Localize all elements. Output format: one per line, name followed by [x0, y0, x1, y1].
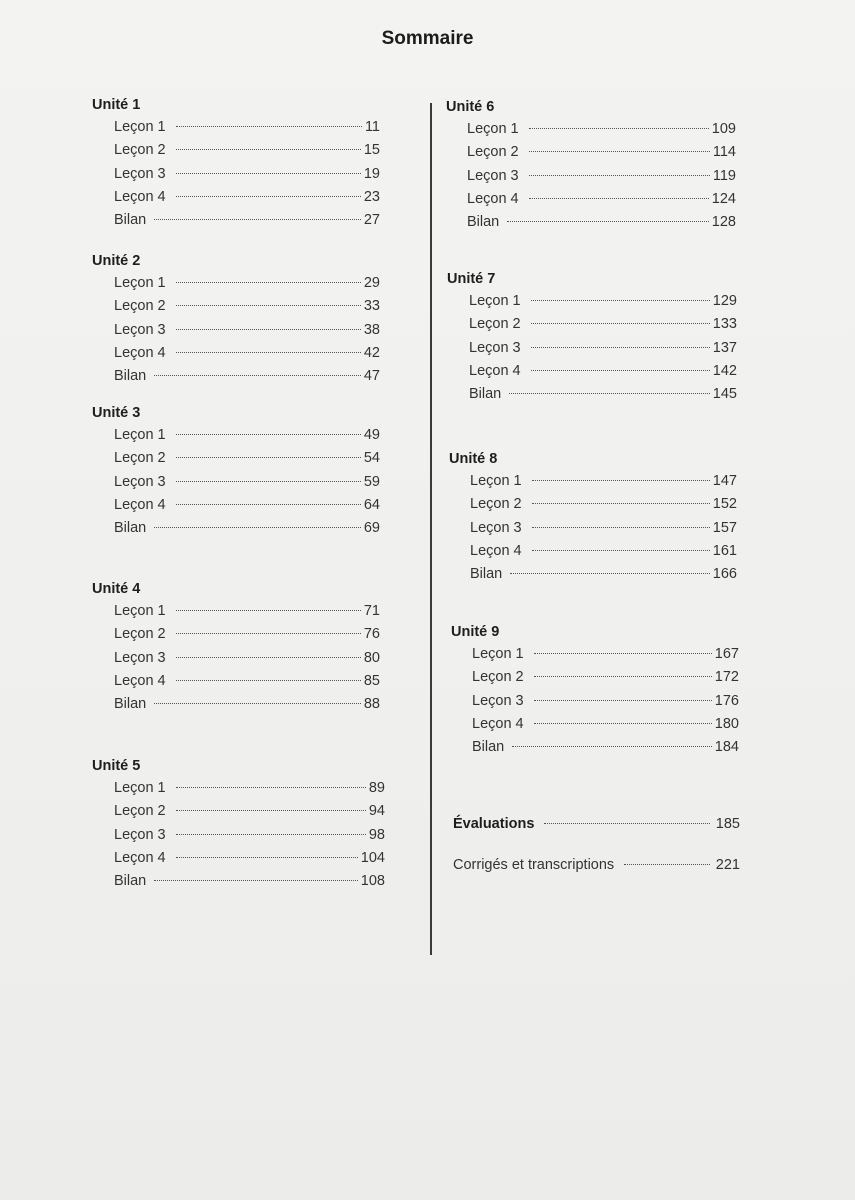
dot-leader: [531, 323, 710, 324]
entry-label: Leçon 2: [469, 316, 521, 333]
entry-page: 109: [711, 121, 736, 137]
unit-5: [92, 755, 385, 893]
entry-page: 76: [363, 626, 380, 643]
entry-page: 33: [363, 298, 380, 315]
dot-leader: [176, 126, 362, 127]
entry-label: Leçon 1: [467, 121, 519, 137]
entry-label: Évaluations: [453, 816, 535, 832]
entry-label: Corrigés et transcriptions: [453, 857, 615, 873]
dot-leader: [512, 746, 712, 747]
dot-leader: [624, 864, 710, 865]
entry-page: 94: [368, 803, 385, 820]
dot-leader: [176, 504, 361, 505]
unit-7: [447, 268, 737, 406]
toc-entry-evaluations[interactable]: [453, 816, 740, 832]
entry-label: Leçon 4: [470, 542, 522, 559]
entry-page: 108: [360, 873, 385, 890]
unit-title: Unité 6: [446, 99, 495, 115]
entry-label: Leçon 1: [114, 780, 166, 796]
toc-entry[interactable]: [114, 800, 385, 823]
entry-page: 42: [363, 344, 380, 361]
dot-leader: [176, 657, 361, 658]
unit-8: [449, 448, 737, 586]
dot-leader: [176, 457, 361, 458]
dot-leader: [531, 347, 710, 348]
toc-entry[interactable]: [469, 337, 737, 360]
dot-leader: [176, 305, 361, 306]
dot-leader: [176, 481, 361, 482]
dot-leader: [529, 151, 710, 152]
dot-leader: [176, 329, 361, 330]
entry-label: Bilan: [472, 739, 505, 756]
toc-entry[interactable]: [472, 666, 739, 689]
entry-page: 49: [363, 427, 380, 443]
entry-page: 161: [712, 542, 737, 559]
entry-label: Leçon 3: [114, 473, 166, 490]
entry-page: 59: [363, 473, 380, 490]
toc-entry-bilan[interactable]: [472, 736, 739, 759]
entry-label: Leçon 2: [114, 803, 166, 820]
entry-label: Bilan: [470, 566, 503, 583]
toc-entry[interactable]: [470, 470, 737, 493]
toc-entry-corriges[interactable]: [453, 857, 740, 873]
entry-page: 29: [363, 275, 380, 291]
dot-leader: [529, 128, 709, 129]
dot-leader: [176, 173, 361, 174]
entry-label: Leçon 2: [114, 142, 166, 159]
entry-label: Bilan: [469, 386, 502, 403]
entry-label: Leçon 2: [114, 298, 166, 315]
entry-page: 129: [712, 293, 737, 309]
entry-label: Leçon 4: [114, 188, 166, 205]
unit-1: [92, 94, 380, 232]
entry-page: 15: [363, 142, 380, 159]
entry-page: 27: [363, 212, 380, 229]
entry-page: 89: [368, 780, 385, 796]
unit-9: [451, 621, 739, 759]
entry-label: Leçon 1: [472, 646, 524, 662]
dot-leader: [176, 352, 361, 353]
toc-entry[interactable]: [114, 295, 380, 318]
entry-page: 172: [714, 669, 739, 686]
entry-label: Leçon 3: [472, 692, 524, 709]
toc-entry[interactable]: [472, 690, 739, 713]
toc-entry[interactable]: [470, 517, 737, 540]
dot-leader: [154, 219, 361, 220]
entry-label: Leçon 3: [114, 826, 166, 843]
unit-3: [92, 402, 380, 540]
toc-entry[interactable]: [114, 447, 380, 470]
dot-leader: [544, 823, 709, 824]
toc-entry[interactable]: [114, 272, 380, 295]
toc-entry[interactable]: [114, 623, 380, 646]
toc-entry[interactable]: [114, 424, 380, 447]
dot-leader: [531, 370, 710, 371]
entry-label: Leçon 3: [114, 321, 166, 338]
dot-leader: [176, 787, 366, 788]
entry-page: 152: [712, 496, 737, 513]
entry-page: 85: [363, 672, 380, 689]
toc-entry[interactable]: [114, 163, 380, 186]
entry-label: Leçon 1: [114, 119, 166, 135]
dot-leader: [531, 300, 710, 301]
entry-page: 166: [712, 566, 737, 583]
entry-page: 137: [712, 339, 737, 356]
unit-title: Unité 3: [92, 405, 141, 421]
toc-entry[interactable]: [469, 313, 737, 336]
column-divider: [430, 103, 432, 955]
entry-page: 114: [712, 144, 736, 161]
entry-label: Leçon 3: [470, 519, 522, 536]
unit-title: Unité 1: [92, 97, 141, 113]
entry-page: 185: [715, 816, 740, 832]
toc-entry[interactable]: [467, 141, 736, 164]
entry-page: 157: [712, 519, 737, 536]
unit-title: Unité 5: [92, 758, 141, 774]
toc-entry[interactable]: [114, 847, 385, 870]
entry-page: 54: [363, 450, 380, 467]
dot-leader: [176, 282, 361, 283]
dot-leader: [154, 880, 358, 881]
entry-page: 104: [360, 849, 385, 866]
entry-label: Bilan: [114, 873, 147, 890]
toc-entry[interactable]: [114, 342, 380, 365]
toc-entry[interactable]: [114, 494, 380, 517]
dot-leader: [176, 434, 361, 435]
toc-entry[interactable]: [472, 713, 739, 736]
entry-page: 119: [712, 167, 736, 184]
dot-leader: [534, 700, 712, 701]
entry-label: Bilan: [114, 368, 147, 385]
toc-entry[interactable]: [114, 186, 380, 209]
dot-leader: [176, 149, 361, 150]
dot-leader: [532, 480, 710, 481]
unit-2: [92, 250, 380, 388]
toc-entry[interactable]: [114, 824, 385, 847]
dot-leader: [509, 393, 710, 394]
dot-leader: [176, 610, 361, 611]
entry-page: 145: [712, 386, 737, 403]
dot-leader: [154, 375, 361, 376]
entry-label: Leçon 4: [114, 344, 166, 361]
entry-page: 38: [363, 321, 380, 338]
dot-leader: [534, 653, 712, 654]
toc-entry[interactable]: [114, 670, 380, 693]
entry-page: 128: [711, 214, 736, 231]
entry-page: 80: [363, 649, 380, 666]
dot-leader: [529, 175, 710, 176]
toc-entry[interactable]: [114, 116, 380, 139]
entry-label: Bilan: [467, 214, 500, 231]
dot-leader: [176, 196, 361, 197]
unit-title: Unité 2: [92, 253, 141, 269]
toc-entry[interactable]: [467, 165, 736, 188]
toc-entry[interactable]: [114, 647, 380, 670]
entry-label: Leçon 4: [114, 496, 166, 513]
page-title: Sommaire: [381, 28, 474, 49]
dot-leader: [176, 834, 366, 835]
toc-entry-bilan[interactable]: [114, 365, 380, 388]
unit-title: Unité 9: [451, 624, 500, 640]
toc-entry[interactable]: [470, 540, 737, 563]
entry-page: 167: [714, 646, 739, 662]
entry-page: 64: [363, 496, 380, 513]
dot-leader: [176, 857, 358, 858]
toc-entry-bilan[interactable]: [114, 517, 380, 540]
entry-page: 47: [363, 368, 380, 385]
dot-leader: [532, 550, 710, 551]
toc-entry[interactable]: [114, 319, 380, 342]
entry-label: Leçon 4: [469, 362, 521, 379]
entry-page: 11: [364, 119, 380, 135]
entry-label: Leçon 1: [114, 275, 166, 291]
dot-leader: [532, 503, 710, 504]
entry-label: Leçon 1: [469, 293, 521, 309]
entry-label: Leçon 4: [472, 715, 524, 732]
entry-label: Leçon 1: [114, 603, 166, 619]
entry-page: 124: [711, 190, 736, 207]
toc-entry-bilan[interactable]: [114, 209, 380, 232]
entry-label: Leçon 1: [114, 427, 166, 443]
entry-label: Leçon 3: [469, 339, 521, 356]
entry-page: 88: [363, 696, 380, 713]
toc-entry[interactable]: [467, 188, 736, 211]
toc-entry[interactable]: [114, 777, 385, 800]
toc-entry-bilan[interactable]: [469, 383, 737, 406]
dot-leader: [176, 633, 361, 634]
entry-page: 142: [712, 362, 737, 379]
toc-entry[interactable]: [472, 643, 739, 666]
dot-leader: [534, 723, 712, 724]
dot-leader: [154, 703, 361, 704]
entry-page: 184: [714, 739, 739, 756]
toc-entry-bilan[interactable]: [114, 693, 380, 716]
entry-page: 176: [714, 692, 739, 709]
unit-4: [92, 578, 380, 716]
entry-label: Leçon 4: [114, 672, 166, 689]
entry-label: Bilan: [114, 212, 147, 229]
dot-leader: [532, 527, 710, 528]
unit-6: [446, 96, 736, 234]
entry-page: 133: [712, 316, 737, 333]
entry-page: 69: [363, 520, 380, 537]
entry-label: Bilan: [114, 696, 147, 713]
entry-page: 98: [368, 826, 385, 843]
entry-label: Bilan: [114, 520, 147, 537]
entry-label: Leçon 2: [467, 144, 519, 161]
entry-label: Leçon 1: [470, 473, 522, 489]
toc-entry[interactable]: [469, 290, 737, 313]
entry-label: Leçon 3: [467, 167, 519, 184]
entry-label: Leçon 2: [114, 450, 166, 467]
entry-label: Leçon 4: [114, 849, 166, 866]
entry-label: Leçon 4: [467, 190, 519, 207]
entry-page: 147: [712, 473, 737, 489]
dot-leader: [534, 676, 712, 677]
entry-label: Leçon 2: [114, 626, 166, 643]
toc-entry[interactable]: [114, 471, 380, 494]
entry-page: 221: [715, 857, 740, 873]
entry-page: 180: [714, 715, 739, 732]
dot-leader: [176, 680, 361, 681]
toc-entry[interactable]: [114, 600, 380, 623]
entry-page: 71: [363, 603, 380, 619]
dot-leader: [176, 810, 366, 811]
unit-title: Unité 8: [449, 451, 498, 467]
toc-entry-bilan[interactable]: [467, 211, 736, 234]
dot-leader: [507, 221, 709, 222]
dot-leader: [154, 527, 361, 528]
toc-entry[interactable]: [470, 493, 737, 516]
entry-label: Leçon 2: [470, 496, 522, 513]
unit-title: Unité 4: [92, 581, 141, 597]
dot-leader: [510, 573, 710, 574]
toc-entry[interactable]: [467, 118, 736, 141]
entry-label: Leçon 3: [114, 649, 166, 666]
toc-entry-bilan[interactable]: [114, 870, 385, 893]
toc-entry-bilan[interactable]: [470, 563, 737, 586]
unit-title: Unité 7: [447, 271, 496, 287]
entry-label: Leçon 2: [472, 669, 524, 686]
dot-leader: [529, 198, 709, 199]
toc-entry[interactable]: [469, 360, 737, 383]
entry-page: 23: [363, 188, 380, 205]
toc-entry[interactable]: [114, 139, 380, 162]
entry-page: 19: [363, 165, 380, 182]
entry-label: Leçon 3: [114, 165, 166, 182]
